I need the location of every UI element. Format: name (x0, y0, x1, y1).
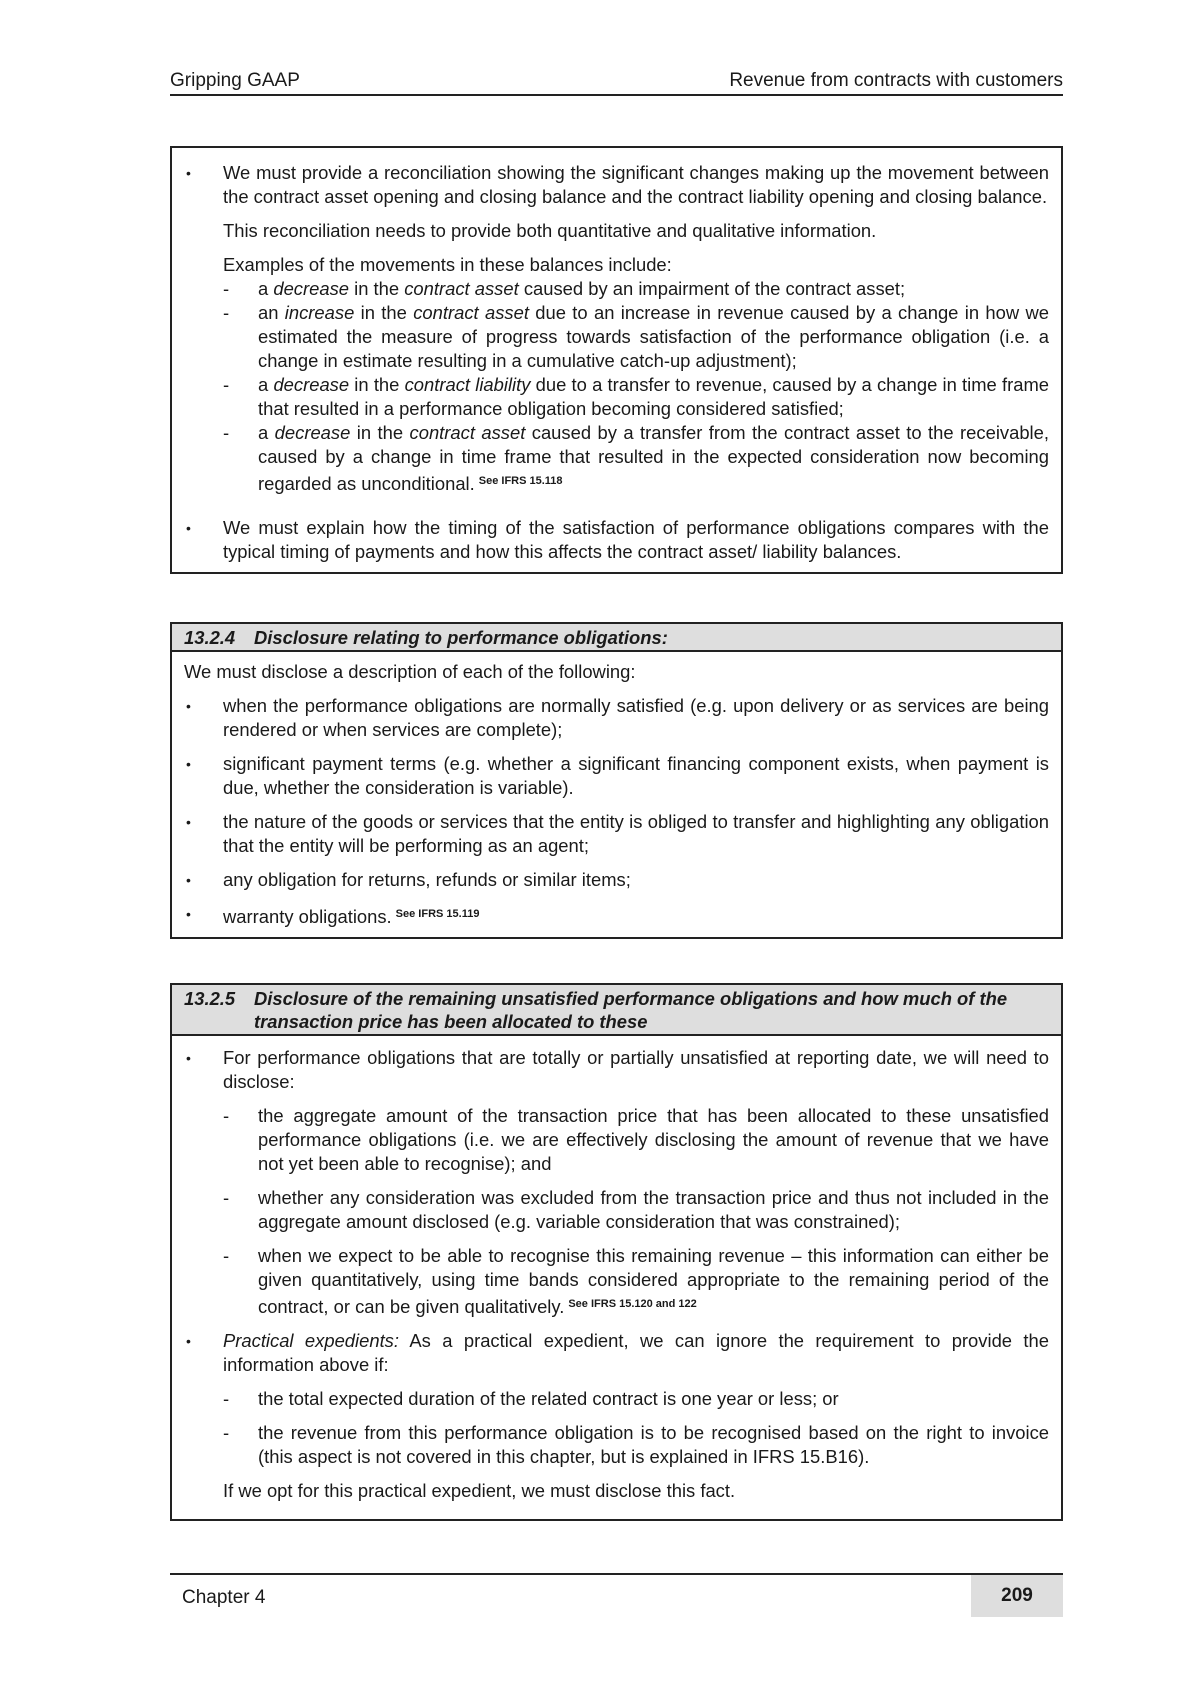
dash-icon: - (223, 1105, 230, 1126)
dash-text: whether any consideration was excluded from the transaction price and thus not included in the aggregate amount disclosed (e.g. variable consideration that was constrained); (258, 1187, 1049, 1232)
bullet-text: As a practical expedient, we can ignore the requirement to provide the information above if: (223, 1330, 1049, 1375)
page-footer (170, 1573, 1063, 1617)
bullet-icon: • (186, 906, 191, 922)
dash-item (223, 1104, 1049, 1176)
section-heading (172, 624, 1061, 652)
ifrs-reference: See IFRS 15.118 (478, 475, 563, 487)
dash-icon: - (223, 1388, 230, 1409)
bullet-text: the nature of the goods or services that the entity is obliged to transfer and highlighting any obligation that the entity will be performing as an agent; (223, 811, 1049, 856)
ifrs-reference: See IFRS 15.120 and 122 (568, 1298, 697, 1310)
bullet-text: warranty obligations. (223, 906, 392, 927)
bullet-text: significant payment terms (e.g. whether a significant financing component exists, when payment is due, whether the consideration is variable). (223, 753, 1049, 798)
dash-item: - a decrease in the contract asset caused by an impairment of the contract asset; (223, 278, 906, 299)
dash-icon: - (223, 302, 230, 323)
bullet-item (184, 902, 1049, 929)
bullet-item (184, 161, 1049, 506)
dash-icon: - (223, 1187, 230, 1208)
bullet-icon: • (186, 698, 191, 714)
dash-text: when we expect to be able to recognise this remaining revenue – this information can either be given quantitatively, using time bands considered appropriate to the remaining period of the contract, or can be given qualitatively. (258, 1245, 1049, 1317)
unsatisfied-obligations-box (170, 983, 1063, 1521)
dash-item (223, 1244, 1049, 1319)
bullet-text: We must explain how the timing of the satisfaction of performance obligations compares with the typical timing of payments and how this affects the contract asset/ liability balances. (223, 517, 1049, 562)
footer-chapter: Chapter 4 (182, 1587, 266, 1608)
reconciliation-box (170, 146, 1063, 574)
section-number: 13.2.5 (184, 988, 236, 1009)
bullet-item (184, 516, 1049, 564)
bullet-icon: • (186, 1050, 191, 1066)
dash-icon: - (223, 374, 230, 395)
dash-item (223, 1421, 1049, 1469)
dash-text: the total expected duration of the related contract is one year or less; or (258, 1388, 839, 1409)
bullet-text: For performance obligations that are totally or partially unsatisfied at reporting date, we will need to disclose: (223, 1047, 1049, 1092)
paragraph: This reconciliation needs to provide both quantitative and qualitative information. (223, 220, 877, 241)
dash-icon: - (223, 422, 230, 443)
bullet-item (184, 868, 1049, 892)
dash-icon: - (223, 278, 230, 299)
section-number: 13.2.4 (184, 627, 236, 648)
dash-item: - a decrease in the contract liability due to a transfer to revenue, caused by a change in time frame that resulted in a performance obligation becoming considered satisfied; (223, 374, 1049, 419)
bullet-text: any obligation for returns, refunds or similar items; (223, 869, 631, 890)
bullet-text: We must provide a reconciliation showing the significant changes making up the movement between the contract asset opening and closing balance and the contract liability opening and closing balance. (223, 162, 1049, 207)
bullet-item (184, 1046, 1049, 1319)
bullet-icon: • (186, 814, 191, 830)
closing-text: If we opt for this practical expedient, we must disclose this fact. (223, 1480, 736, 1501)
paragraph: Examples of the movements in these balances include: (223, 254, 672, 275)
bullet-icon: • (186, 872, 191, 888)
dash-item (223, 1387, 1049, 1411)
dash-item: - an increase in the contract asset due to an increase in revenue caused by a change in how we estimated the measure of progress towards satisfaction of the performance obligation (i.e. a change in estimate resulting in a cumulative catch-up adjustment); (223, 302, 1049, 371)
dash-text: the revenue from this performance obligation is to be recognised based on the right to invoice (this aspect is not covered in this chapter, but is explained in IFRS 15.B16). (258, 1422, 1049, 1467)
dash-icon: - (223, 1422, 230, 1443)
bullet-icon: • (186, 1333, 191, 1349)
dash-item: - a decrease in the contract asset caused by a transfer from the contract asset to the receivable, caused by a change in time frame that resulted in the expected consideration now becoming regarded as unconditional. $^{See IFRS 15.118}$ (223, 422, 1049, 494)
bullet-icon: • (186, 520, 191, 536)
performance-obligations-box (170, 622, 1063, 939)
header-chapter-title: Revenue from contracts with customers (729, 70, 1063, 91)
dash-icon: - (223, 1245, 230, 1266)
practical-expedients-label: Practical expedients: (223, 1330, 399, 1351)
section-title: Disclosure relating to performance obligations: (254, 627, 668, 648)
bullet-item (184, 1329, 1049, 1503)
section-heading (172, 985, 1061, 1036)
running-header (170, 70, 1063, 96)
bullet-item (184, 694, 1049, 742)
intro-text: We must disclose a description of each of the following: (184, 661, 636, 682)
bullet-icon: • (186, 756, 191, 772)
dash-text: the aggregate amount of the transaction price that has been allocated to these unsatisfied performance obligations (i.e. we are effectively disclosing the amount of revenue that we have not yet been able to recognise); and (258, 1105, 1049, 1174)
section-title: Disclosure of the remaining unsatisfied performance obligations and how much of the transaction price has been allocated to these (254, 988, 1008, 1032)
dash-item (223, 1186, 1049, 1234)
bullet-icon: • (186, 165, 191, 181)
bullet-text: when the performance obligations are normally satisfied (e.g. upon delivery or as services are being rendered or when services are complete); (223, 695, 1049, 740)
header-book-title: Gripping GAAP (170, 70, 300, 91)
bullet-item (184, 752, 1049, 800)
bullet-item (184, 810, 1049, 858)
ifrs-reference: See IFRS 15.119 (395, 908, 480, 920)
page-number: 209 (971, 1575, 1063, 1617)
